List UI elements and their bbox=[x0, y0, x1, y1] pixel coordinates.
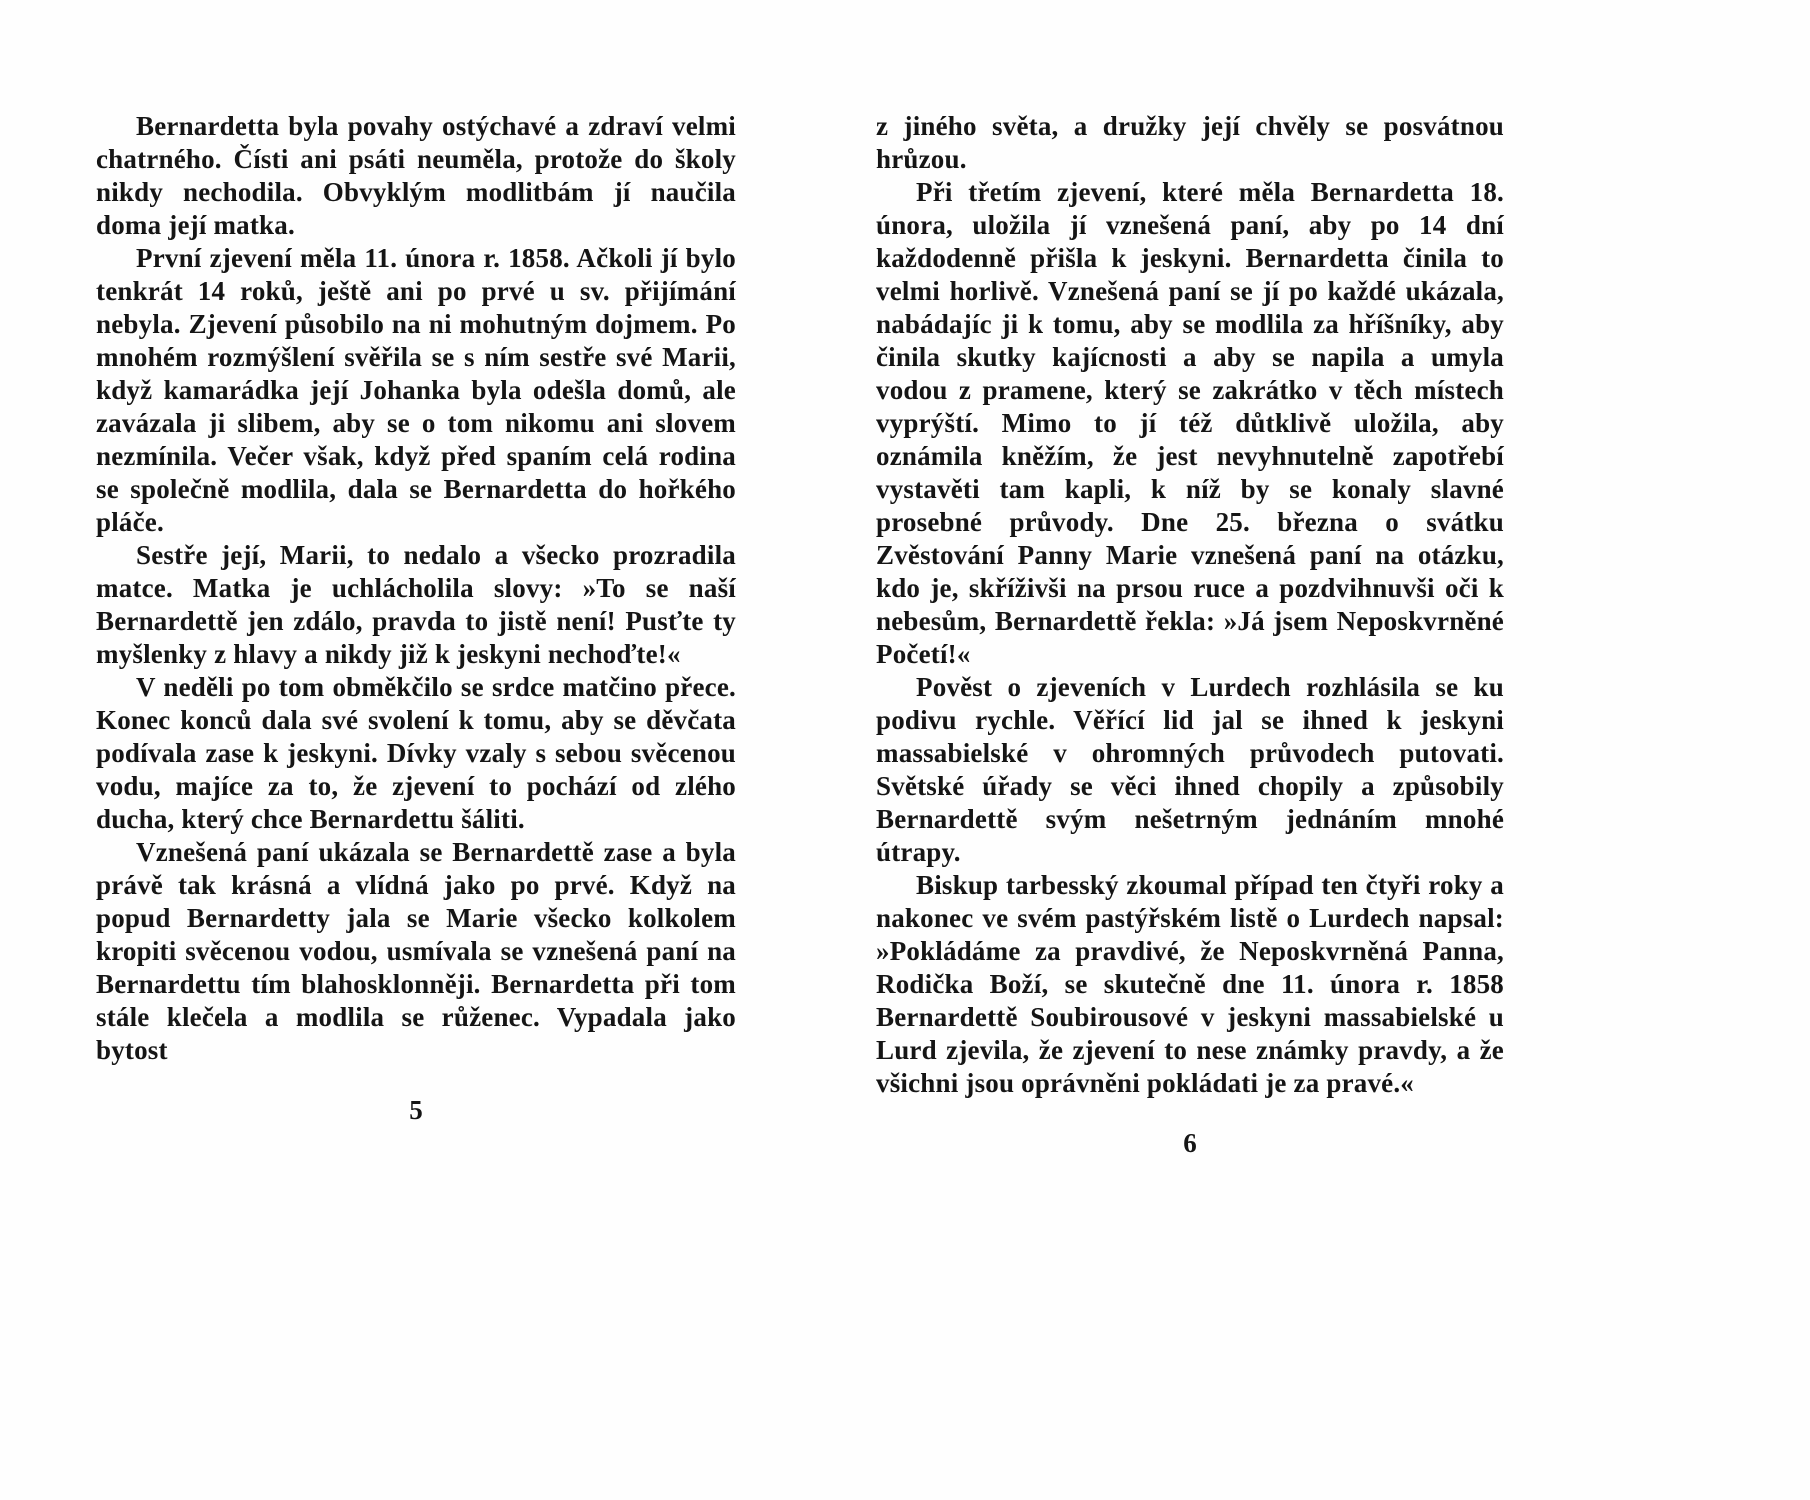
page-left-number: 5 bbox=[409, 1095, 423, 1125]
paragraph: Vznešená paní ukázala se Bernardettě zase a byla právě tak krásná a vlídná jako po prvé. Když na popud Bernardetty jala se Marie všecko kolkolem kropiti svěcenou vodou, usmívala se vznešená paní na Bernardettu tím blahosklonněji. Bernardetta při tom stále klečela a modlila se růženec. Vypadala jako bytost bbox=[96, 837, 736, 1065]
paragraph: Při třetím zjevení, které měla Bernardetta 18. února, uložila jí vznešená paní, aby po 14 dní každodenně přišla k jeskyni. Bernardetta činila to velmi horlivě. Vznešená paní se jí po každé ukázala, nabádajíc ji k tomu, aby se modlila za hříšníky, aby činila skutky kajícnosti a aby se napila a umyla vodou z pramene, který se zakrátko v těch místech vyprýští. Mimo to jí též důtklivě uložila, aby oznámila kněžím, že jest nevyhnutelně zapotřebí vystavěti tam kapli, k níž by se konaly slavné prosebné průvody. Dne 25. března o svátku Zvěstování Panny Marie vznešená paní na otázku, kdo je, skříživši na prsou ruce a pozdvihnuvši oči k nebesům, Bernardettě řekla: »Já jsem Neposkvrněné Početí!« bbox=[876, 177, 1504, 669]
paragraph: Pověst o zjeveních v Lurdech rozhlásila se ku podivu rychle. Věřící lid jal se ihned k jeskyni massabielské v ohromných průvodech putovati. Světské úřady se věci ihned chopily a způsobily Bernardettě svým nešetrným jednáním mnohé útrapy. bbox=[876, 672, 1504, 867]
paragraph: Sestře její, Marii, to nedalo a všecko prozradila matce. Matka je uchlácholila slovy: »To se naší Bernardettě jen zdálo, pravda to jistě není! Pusťte ty myšlenky z hlavy a nikdy již k jeskyni nechoďte!« bbox=[96, 540, 736, 669]
page-right-text bbox=[876, 110, 1504, 1100]
page-right-number: 6 bbox=[1183, 1128, 1197, 1158]
page-left-text bbox=[96, 110, 736, 1067]
page-left bbox=[96, 110, 736, 1500]
paragraph: V neděli po tom obměkčilo se srdce matčino přece. Konec konců dala své svolení k tomu, aby se děvčata podívala zase k jeskyni. Dívky vzaly s sebou svěcenou vodu, majíce za to, že zjevení to pochází od zlého ducha, který chce Bernardettu šáliti. bbox=[96, 672, 736, 834]
page-right bbox=[876, 110, 1504, 1500]
paragraph: Bernardetta byla povahy ostýchavé a zdraví velmi chatrného. Čísti ani psáti neuměla, protože do školy nikdy nechodila. Obvyklým modlitbám jí naučila doma její matka. bbox=[96, 111, 736, 240]
paragraph: Biskup tarbesský zkoumal případ ten čtyři roky a nakonec ve svém pastýřském listě o Lurdech napsal: »Pokládáme za pravdivé, že Neposkvrněná Panna, Rodička Boží, se skutečně dne 11. února r. 1858 Bernardettě Soubirousové v jeskyni massabielské u Lurd zjevila, že zjevení to nese známky pravdy, a že všichni jsou oprávněni pokládati je za pravé.« bbox=[876, 870, 1504, 1098]
paragraph: První zjevení měla 11. února r. 1858. Ačkoli jí bylo tenkrát 14 roků, ještě ani po prvé u sv. přijímání nebyla. Zjevení působilo na ni mohutným dojmem. Po mnohém rozmýšlení svěřila se s ním sestře své Marii, když kamarádka její Johanka byla odešla domů, ale zavázala ji slibem, aby se o tom nikomu ani slovem nezmínila. Večer však, když před spaním celá rodina se společně modlila, dala se Bernardetta do hořkého pláče. bbox=[96, 243, 736, 537]
paragraph: z jiného světa, a družky její chvěly se posvátnou hrůzou. bbox=[876, 111, 1504, 174]
